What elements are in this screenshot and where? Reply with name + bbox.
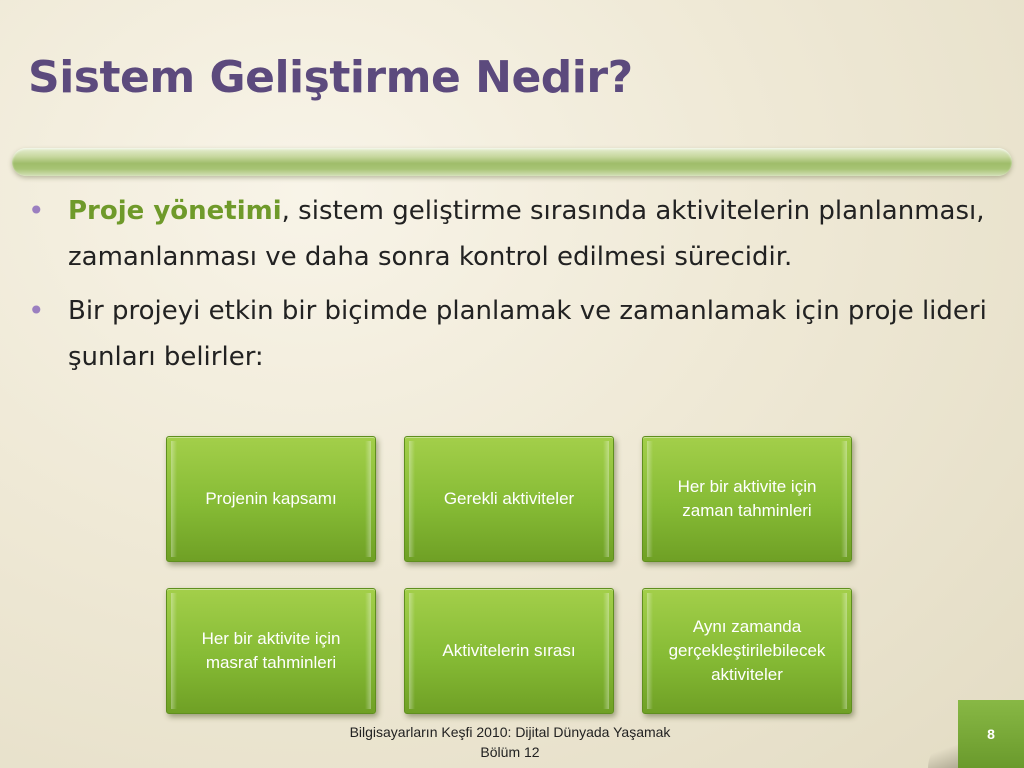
box-label: Her bir aktivite için zaman tahminleri [677,477,817,520]
smartart-box [166,436,376,562]
page-number: 8 [987,726,995,742]
bullet-text: Bir projeyi etkin bir biçimde planlamak ve zamanlamak için proje lideri şunları belirler: [68,296,987,372]
footer-line-1: Bilgisayarların Keşfi 2010: Dijital Dünyada Yaşamak [349,724,671,740]
box-label: Projenin kapsamı [205,489,337,508]
bullet-dot-icon: • [28,194,45,227]
title-divider [12,148,1012,176]
smartart-box [404,436,614,562]
footer-line-2: Bölüm 12 [480,744,540,760]
slide-footer [320,722,700,762]
smartart-box [404,588,614,714]
bullet-dot-icon: • [28,294,45,327]
bullet-item [28,188,988,280]
bullet-list [28,188,988,388]
smartart-box [642,588,852,714]
box-label: Gerekli aktiviteler [443,489,575,508]
smartart-box [642,436,852,562]
bullet-item [28,288,988,380]
box-label: Her bir aktivite için masraf tahminleri [201,629,341,672]
box-label: Aynı zamanda gerçekleştirilebilecek aktiviteler [668,617,826,684]
smartart-box [166,588,376,714]
bullet-text: , sistem geliştirme sırasında aktivitelerin planlanması, zamanlanması ve daha sonra kontrol edilmesi sürecidir. [68,196,985,272]
page-number-badge [958,700,1024,768]
slide-title: Sistem Geliştirme Nedir? [28,52,633,103]
box-label: Aktivitelerin sırası [442,641,576,660]
highlight-term: Proje yönetimi [68,196,282,226]
